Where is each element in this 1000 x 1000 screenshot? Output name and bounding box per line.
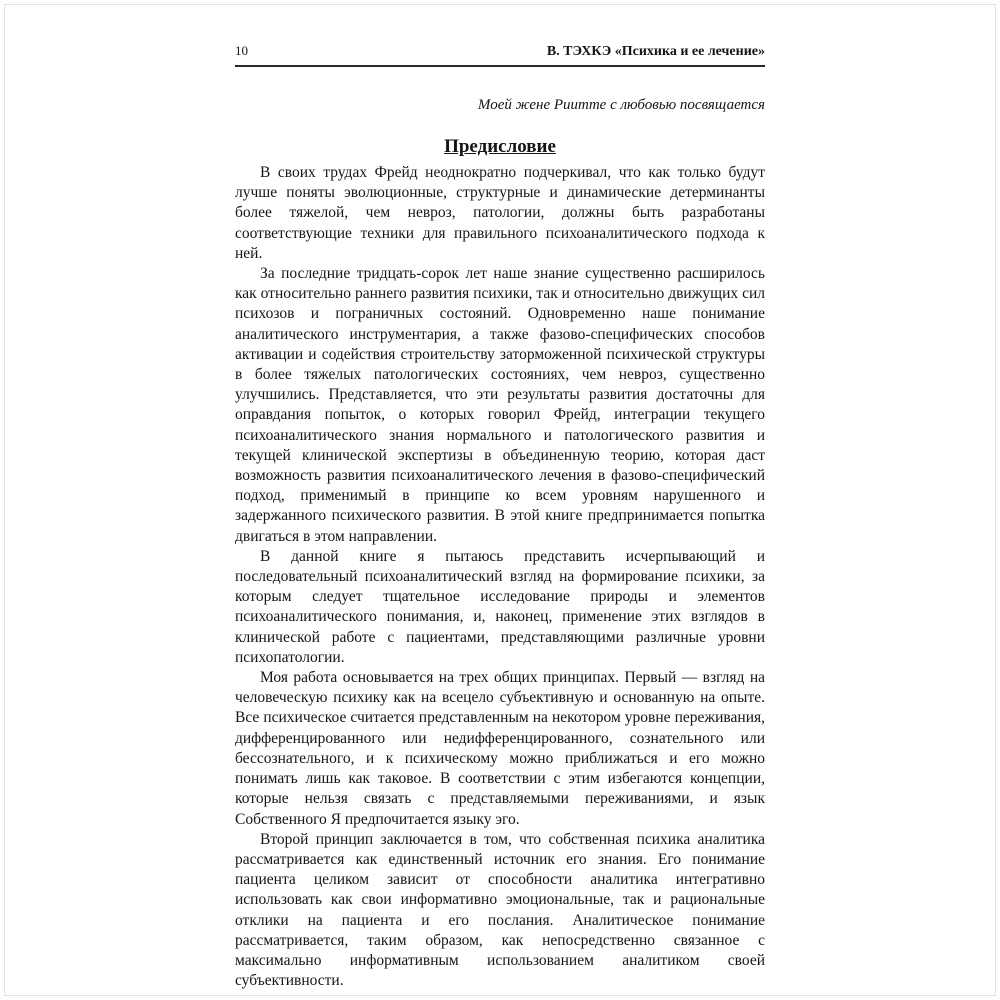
book-page	[4, 4, 996, 996]
text-column	[235, 43, 765, 991]
paragraph: В своих трудах Фрейд неоднократно подчеркивал, что как только будут лучше поняты эволюционные, структурные и динамические детерминанты более тяжелой, чем невроз, патологии, должны быть разработаны соответствующие техники для правильного психоаналитического подхода к ней.	[235, 164, 765, 262]
page-number: 10	[235, 43, 248, 58]
page-header	[235, 43, 765, 67]
dedication: Моей жене Риитте с любовью посвящается	[477, 97, 765, 113]
paragraph: В данной книге я пытаюсь представить исчерпывающий и последовательный психоаналитический взгляд на формирование психики, за которым следует тщательное исследование природы и элементов психоаналитического понимания, и, наконец, применение этих взглядов в клинической работе с пациентами, представляющими различные уровни психопатологии.	[235, 547, 765, 666]
body-text	[235, 163, 765, 991]
paragraph: Моя работа основывается на трех общих принципах. Первый — взгляд на человеческую психику как на всецело субъективную и основанную на опыте. Все психическое считается представленным на некотором уровне переживания, дифференцированного или недифференцированного, сознательного или бессознательного, и к психическому можно приближаться и его можно понимать лишь как таковое. В соответствии с этим избегаются концепции, которые нельзя связать с представляемыми переживаниями, и язык Собственного Я предпочитается языку эго.	[235, 669, 765, 828]
chapter-title: Предисловие	[444, 136, 556, 157]
paragraph: Второй принцип заключается в том, что собственная психика аналитика рассматривается как единственный источник его знания. Его понимание пациента целиком зависит от способности аналитика интегративно использовать как свои информативно эмоциональные, так и рациональные отклики на пациента и его послания. Аналитическое понимание рассматривается, таким образом, как непосредственно связанное с максимально информативным использованием аналитиком своей субъективности.	[235, 830, 765, 990]
running-title: В. ТЭХКЭ «Психика и ее лечение»	[546, 44, 765, 59]
paragraph: За последние тридцать-сорок лет наше знание существенно расширилось как относительно раннего развития психики, так и относительно движущих сил психозов и пограничных состояний. Одновременно наше понимание аналитического инструментария, а также фазово-специфических способов активации и содействия строительству заторможенной психической структуры в более тяжелых патологических состояниях, чем невроз, существенно улучшились. Представляется, что эти результаты развития достаточны для оправдания попыток, о которых говорил Фрейд, интеграции текущего психоаналитического знания нормального и патологического развития и текущей клинической экспертизы в объединенную теорию, которая даст возможность развития психоаналитического лечения в фазово-специфический подход, применимый в принципе ко всем уровням нарушенного и задержанного психического развития. В этой книге предпринимается попытка двигаться в этом направлении.	[235, 265, 765, 545]
